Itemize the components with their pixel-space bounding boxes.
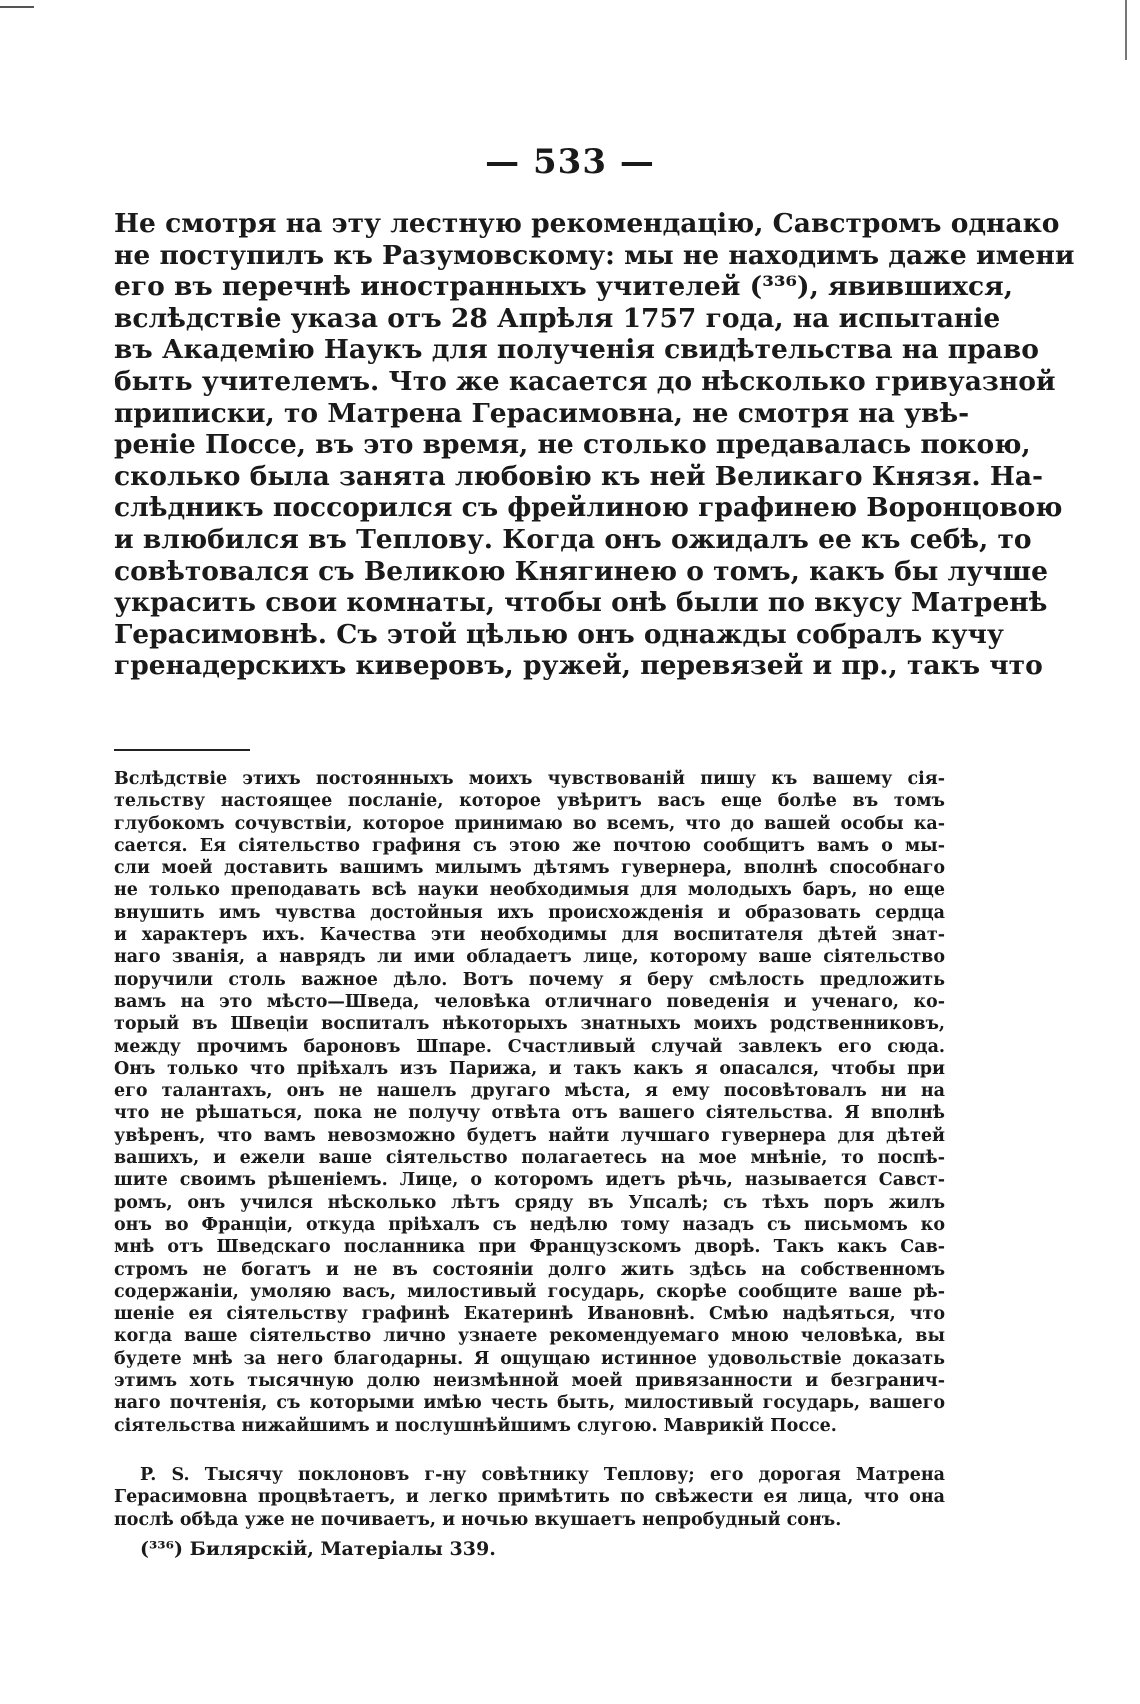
footnote-line: стромъ не богатъ и не въ состояніи долго жить здѣсь на собственномъ	[114, 1259, 945, 1280]
footnote-line: вашихъ, и ежели ваше сіятельство полагаетесь на мое мнѣніе, то поспѣ-	[114, 1148, 945, 1169]
footnote-separator	[114, 749, 250, 751]
footnote-line: и характеръ ихъ. Качества эти необходимы для воспитателя дѣтей знат-	[114, 925, 945, 946]
body-line: сколько была занята любовію къ ней Великаго Князя. На-	[114, 460, 1044, 492]
footnote-line: содержаніи, умоляю васъ, милостивый государь, скорѣе сообщите ваше рѣ-	[114, 1281, 945, 1302]
body-line: быть учителемъ. Что же касается до нѣсколько гривуазной	[114, 365, 1056, 397]
footnote-line: мнѣ отъ Шведскаго посланника при Французскомъ дворѣ. Такъ какъ Сав-	[114, 1237, 945, 1258]
postscript-line: Герасимовна процвѣтаетъ, и легко примѣтить по свѣжести ея лица, что она	[114, 1487, 945, 1508]
footnote-line: между прочимъ бароновъ Шпаре. Счастливый случай завлекъ его сюда.	[114, 1036, 945, 1057]
postscript-line: послѣ обѣда уже не почиваетъ, и ночью вкушаетъ непробудный сонъ.	[114, 1509, 842, 1530]
body-line: приписки, то Матрена Герасимовна, не смотря на увѣ-	[114, 397, 970, 429]
footnote-line: что не рѣшаться, пока не получу отвѣта отъ вашего сіятельства. Я вполнѣ	[114, 1103, 945, 1124]
body-line: реніе Поссе, въ это время, не столько предавалась покою,	[114, 429, 1031, 461]
footnote-line: наго почтенія, съ которыми имѣю честь быть, милостивый государь, вашего	[114, 1393, 945, 1414]
main-body-text	[114, 208, 1075, 682]
reference-marker: (³³⁶)	[140, 1538, 183, 1560]
footnote-letter	[114, 768, 945, 1437]
body-line: вслѣдствіе указа отъ 28 Апрѣля 1757 года, на испытаніе	[114, 302, 1001, 334]
body-line: украсить свои комнаты, чтобы онѣ были по вкусу Матренѣ	[114, 587, 1048, 619]
body-line: и влюбился въ Теплову. Когда онъ ожидалъ ее къ себѣ, то	[114, 523, 1032, 555]
reference-footnote	[140, 1538, 496, 1560]
footnote-line: онъ во Франціи, откуда пріѣхалъ съ недѣлю тому назадъ съ письмомъ ко	[114, 1214, 945, 1235]
footnote-line: шите своимъ рѣшеніемъ. Лице, о которомъ идетъ рѣчь, называется Савст-	[114, 1170, 945, 1191]
footnote-line: его талантахъ, онъ не нашелъ другаго мѣста, я ему посовѣтовалъ ни на	[114, 1081, 945, 1102]
body-line: его въ перечнѣ иностранныхъ учителей (³³⁶), явившихся,	[114, 271, 1013, 303]
footnote-line: торый въ Швеціи воспиталъ нѣкоторыхъ знатныхъ моихъ родственниковъ,	[114, 1014, 945, 1035]
footnote-line: тельству настоящее посланіе, которое увѣритъ васъ еще болѣе въ томъ	[114, 791, 945, 812]
footnote-line: поручили столь важное дѣло. Вотъ почему я беру смѣлость предложить	[114, 969, 945, 990]
footnote-line: вамъ на это мѣсто—Шведа, человѣка отличнаго поведенія и ученаго, ко-	[114, 991, 945, 1012]
footnote-line: не только преподавать всѣ науки необходимыя для молодыхъ баръ, но еще	[114, 880, 945, 901]
body-line: въ Академію Наукъ для полученія свидѣтельства на право	[114, 334, 1039, 366]
body-line: гренадерскихъ киверовъ, ружей, перевязей и пр., такъ что	[114, 650, 1043, 682]
footnote-line: увѣренъ, что вамъ невозможно будетъ найти лучшаго гувернера для дѣтей	[114, 1125, 945, 1146]
footnote-line: сіятельства нижайшимъ и послушнѣйшимъ слугою. Маврикій Поссе.	[114, 1415, 837, 1436]
footnote-line: Онъ только что пріѣхалъ изъ Парижа, и такъ какъ я опасался, чтобы при	[114, 1058, 945, 1079]
footnote-line: сается. Ея сіятельство графиня съ этою же почтою сообщитъ вамъ о мы-	[114, 835, 945, 856]
footnote-line: наго званія, а наврядъ ли ими обладаетъ лице, которому ваше сіятельство	[114, 947, 945, 968]
footnote-line: Вслѣдствіе этихъ постоянныхъ моихъ чувствованій пишу къ вашему сія-	[114, 769, 945, 789]
footnote-line: глубокомъ сочувствіи, которое принимаю во всемъ, что до вашей особы ка-	[114, 813, 945, 834]
footnote-line: будете мнѣ за него благодарны. Я ощущаю истинное удовольствіе доказать	[114, 1348, 945, 1369]
scan-edge-mark	[0, 6, 34, 8]
body-line: Не смотря на эту лестную рекомендацію, Савстромъ однако	[114, 208, 1060, 239]
footnote-line: этимъ хоть тысячную долю неизмѣнной моей привязанности и безгранич-	[114, 1371, 945, 1392]
body-line: Герасимовнѣ. Съ этой цѣлью онъ однажды собралъ кучу	[114, 618, 1004, 650]
body-line: совѣтовался съ Великою Княгинею о томъ, какъ бы лучше	[114, 555, 1048, 587]
postscript-line: P. S. Тысячу поклоновъ г-ну совѣтнику Теплову; его дорогая Матрена	[140, 1465, 945, 1485]
footnote-line: внушить имъ чувства достойныя ихъ происхожденія и образовать сердца	[114, 902, 945, 923]
body-line: не поступилъ къ Разумовскому: мы не находимъ даже имени	[114, 239, 1075, 271]
footnote-line: когда ваше сіятельство лично узнаете рекомендуемаго мною человѣка, вы	[114, 1326, 945, 1347]
scan-binding-mark	[1125, 0, 1127, 60]
page-number: — 533 —	[485, 142, 655, 182]
footnote-line: ромъ, онъ учился нѣсколько лѣтъ сряду въ Упсалѣ; съ тѣхъ поръ жилъ	[114, 1192, 945, 1213]
footnote-line: сли моей доставить вашимъ милымъ дѣтямъ гувернера, вполнѣ способнаго	[114, 858, 945, 879]
reference-text: Билярскій, Матеріалы 339.	[189, 1538, 496, 1560]
body-line: слѣдникъ поссорился съ фрейлиною графинею Воронцовою	[114, 492, 1063, 524]
footnote-line: шеніе ея сіятельству графинѣ Екатеринѣ Ивановнѣ. Смѣю надѣяться, что	[114, 1304, 945, 1325]
postscript	[114, 1464, 945, 1531]
